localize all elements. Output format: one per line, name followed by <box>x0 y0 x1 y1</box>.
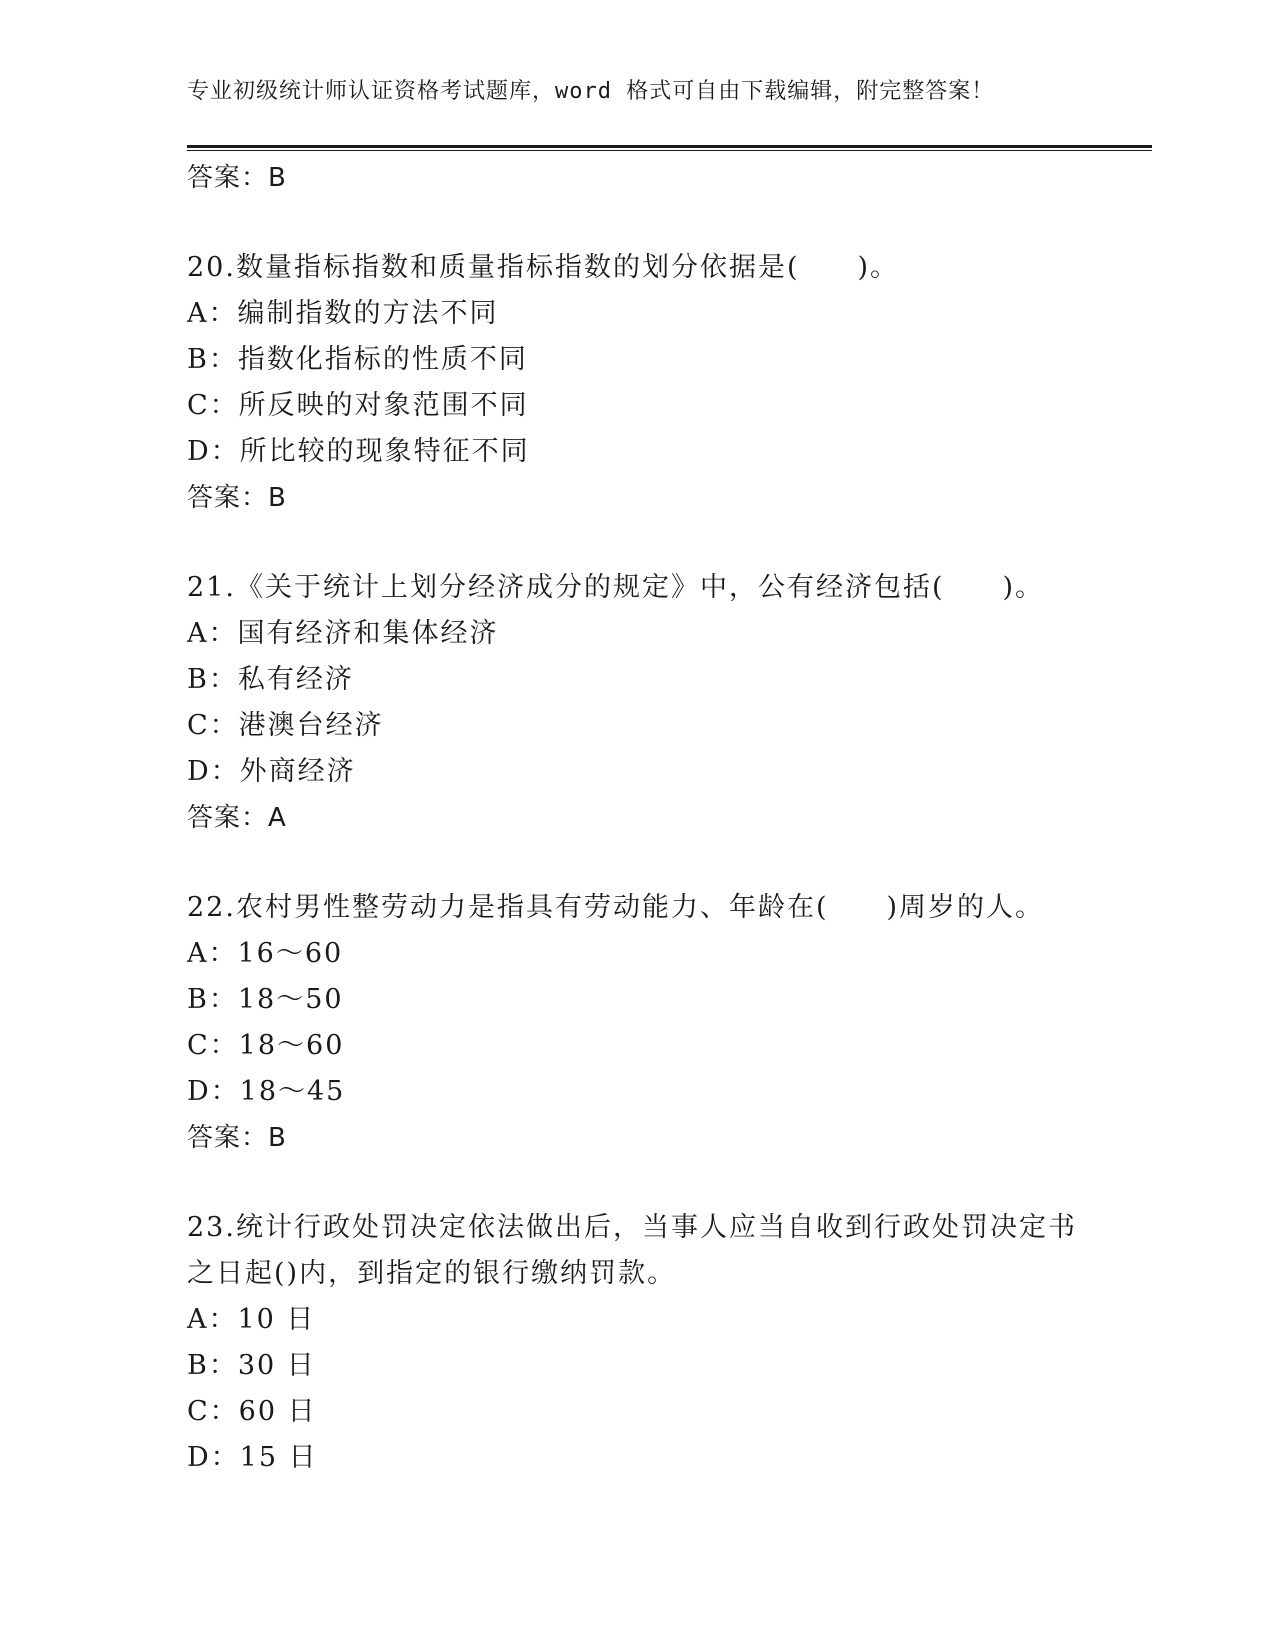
option-a: A：编制指数的方法不同 <box>187 298 499 329</box>
question-20 <box>187 245 1152 521</box>
option-a: A：国有经济和集体经济 <box>187 618 499 649</box>
option-d: D：18～45 <box>187 1076 346 1107</box>
question-stem: 20.数量指标指数和质量指标指数的划分依据是( )。 <box>187 252 900 283</box>
page-header: 专业初级统计师认证资格考试题库，word 格式可自由下载编辑，附完整答案！ <box>187 79 995 104</box>
answer-line: 答案：B <box>187 163 287 193</box>
answer-line: 答案：B <box>187 1123 287 1153</box>
option-b: B：30 日 <box>187 1350 316 1381</box>
option-d: D：外商经济 <box>187 756 356 787</box>
option-b: B：指数化指标的性质不同 <box>187 344 528 375</box>
option-a: A：16～60 <box>187 938 344 969</box>
question-stem: 21.《关于统计上划分经济成分的规定》中，公有经济包括( )。 <box>187 572 1045 603</box>
answer-line: 答案：A <box>187 803 287 833</box>
answer-line: 答案：B <box>187 483 287 513</box>
option-c: C：60 日 <box>187 1396 317 1427</box>
option-c: C：18～60 <box>187 1030 345 1061</box>
question-stem-line-2: 之日起()内，到指定的银行缴纳罚款。 <box>187 1258 677 1289</box>
option-d: D：15 日 <box>187 1442 318 1473</box>
option-d: D：所比较的现象特征不同 <box>187 436 530 467</box>
question-21 <box>187 565 1152 841</box>
option-b: B：私有经济 <box>187 664 354 695</box>
option-c: C：所反映的对象范围不同 <box>187 390 529 421</box>
option-c: C：港澳台经济 <box>187 710 384 741</box>
question-stem-line-1: 23.统计行政处罚决定依法做出后，当事人应当自收到行政处罚决定书 <box>187 1212 1077 1243</box>
option-b: B：18～50 <box>187 984 344 1015</box>
option-a: A：10 日 <box>187 1304 316 1335</box>
header-divider-thin <box>187 150 1152 151</box>
question-list <box>187 155 1152 1481</box>
question-22 <box>187 885 1152 1161</box>
question-23 <box>187 1205 1152 1481</box>
header-divider <box>187 145 1152 148</box>
question-stem: 22.农村男性整劳动力是指具有劳动能力、年龄在( )周岁的人。 <box>187 892 1045 923</box>
